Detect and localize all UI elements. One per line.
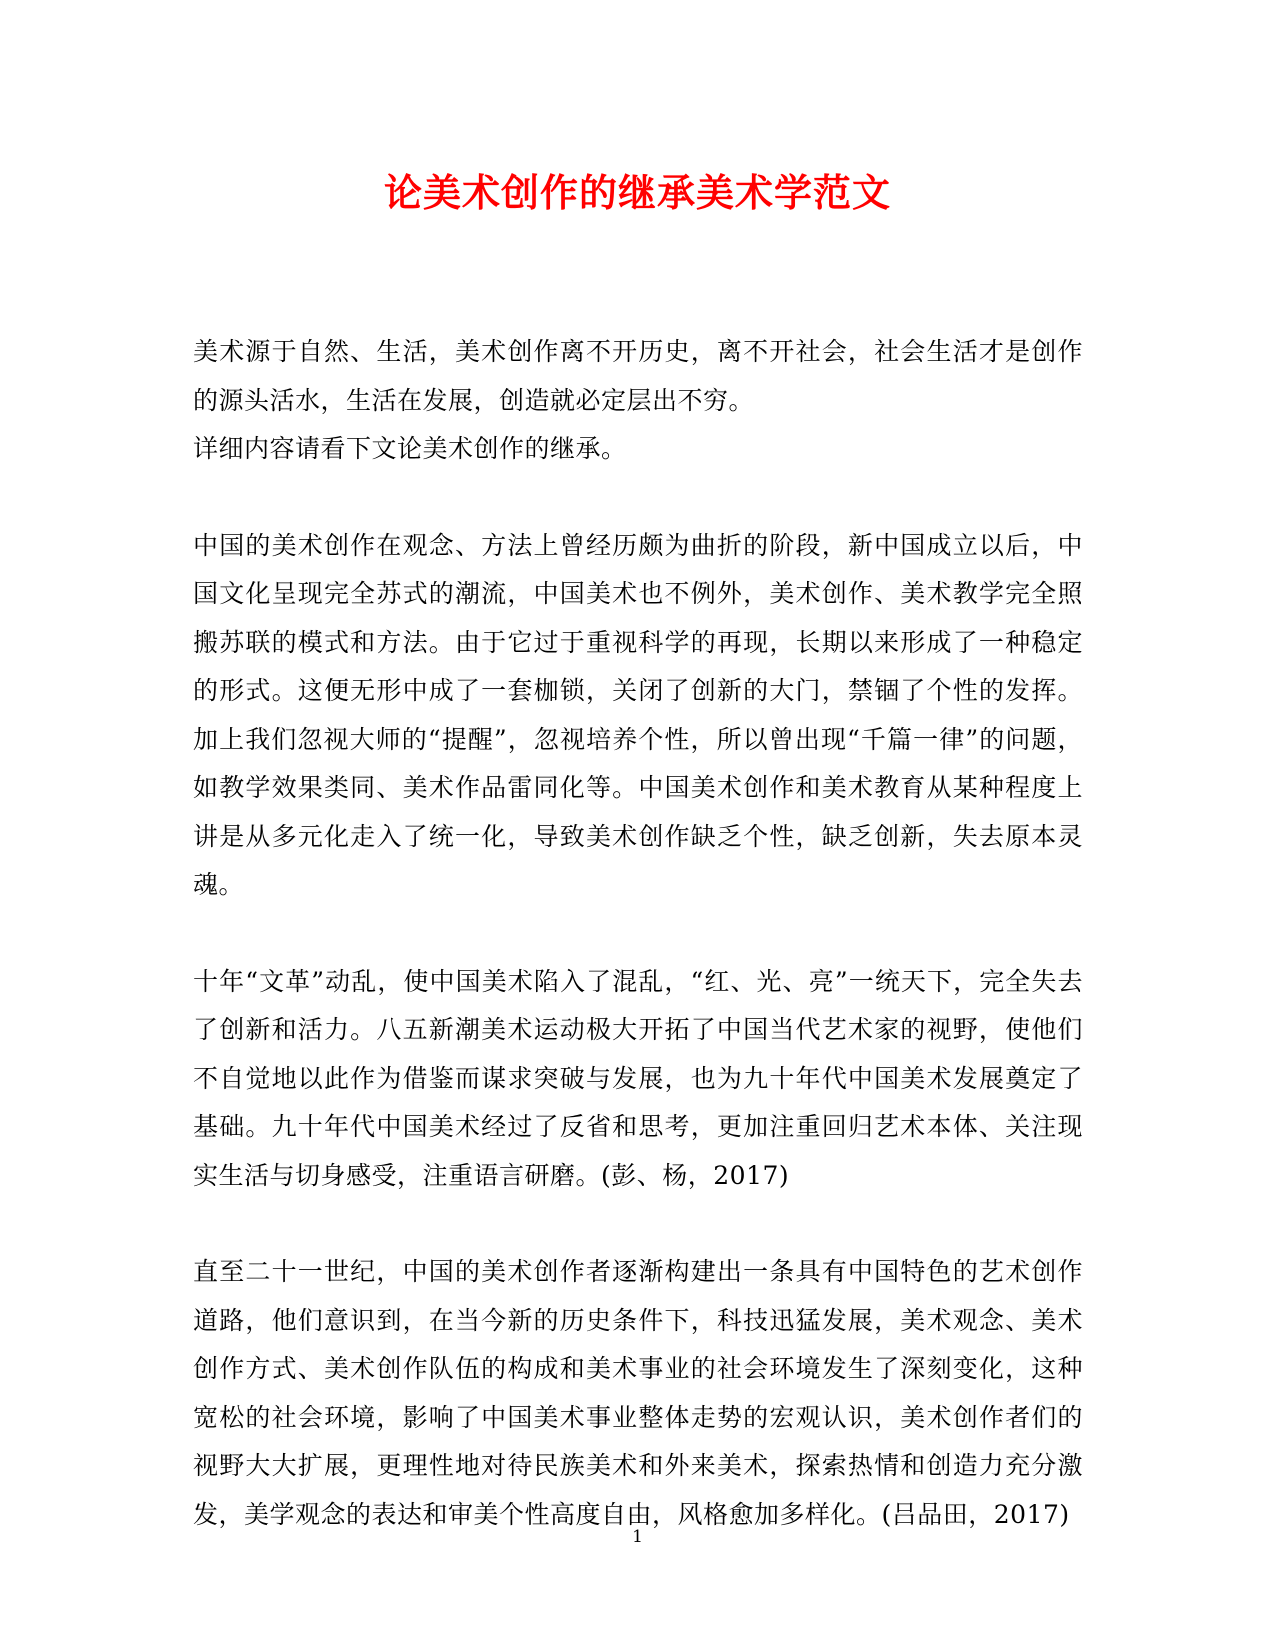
paragraph-twenty-first-century: 直至二十一世纪，中国的美术创作者逐渐构建出一条具有中国特色的艺术创作道路，他们意识到，在当今新的历史条件下，科技迅猛发展，美术观念、美术创作方式、美术创作队伍的构成和美术事业的社会环境发生了深刻变化，这种宽松的社会环境，影响了中国美术事业整体走势的宏观认识，美术创作者们的视野大大扩展，更理性地对待民族美术和外来美术，探索热情和创造力充分激发，美学观念的表达和审美个性高度自由，风格愈加多样化。(吕品田，2017) (193, 1257, 1083, 1529)
paragraph-soviet-influence: 中国的美术创作在观念、方法上曾经历颇为曲折的阶段，新中国成立以后，中国文化呈现完全苏式的潮流，中国美术也不例外，美术创作、美术教学完全照搬苏联的模式和方法。由于它过于重视科学的再现，长期以来形成了一种稳定的形式。这便无形中成了一套枷锁，关闭了创新的大门，禁锢了个性的发挥。加上我们忽视大师的“提醒”，忽视培养个性，所以曾出现“千篇一律”的问题，如教学效果类同、美术作品雷同化等。中国美术创作和美术教育从某种程度上讲是从多元化走入了统一化，导致美术创作缺乏个性，缺乏创新，失去原本灵魂。 (193, 530, 1083, 899)
paragraph-cultural-revolution: 十年“文革”动乱，使中国美术陷入了混乱，“红、光、亮”一统天下，完全失去了创新和活力。八五新潮美术运动极大开拓了中国当代艺术家的视野，使他们不自觉地以此作为借鉴而谋求突破与发展，也为九十年代中国美术发展奠定了基础。九十年代中国美术经过了反省和思考，更加注重回归艺术本体、关注现实生活与切身感受，注重语言研磨。(彭、杨，2017) (193, 966, 1083, 1190)
paragraph-intro: 美术源于自然、生活，美术创作离不开历史，离不开社会，社会生活才是创作的源头活水，生活在发展，创造就必定层出不穷。 (193, 337, 1083, 415)
paragraph-lead: 详细内容请看下文论美术创作的继承。 (193, 434, 627, 463)
document-title: 论美术创作的继承美术学范文 (383, 170, 891, 215)
page-number: 1 (632, 1527, 643, 1547)
document-body (193, 328, 1083, 1539)
